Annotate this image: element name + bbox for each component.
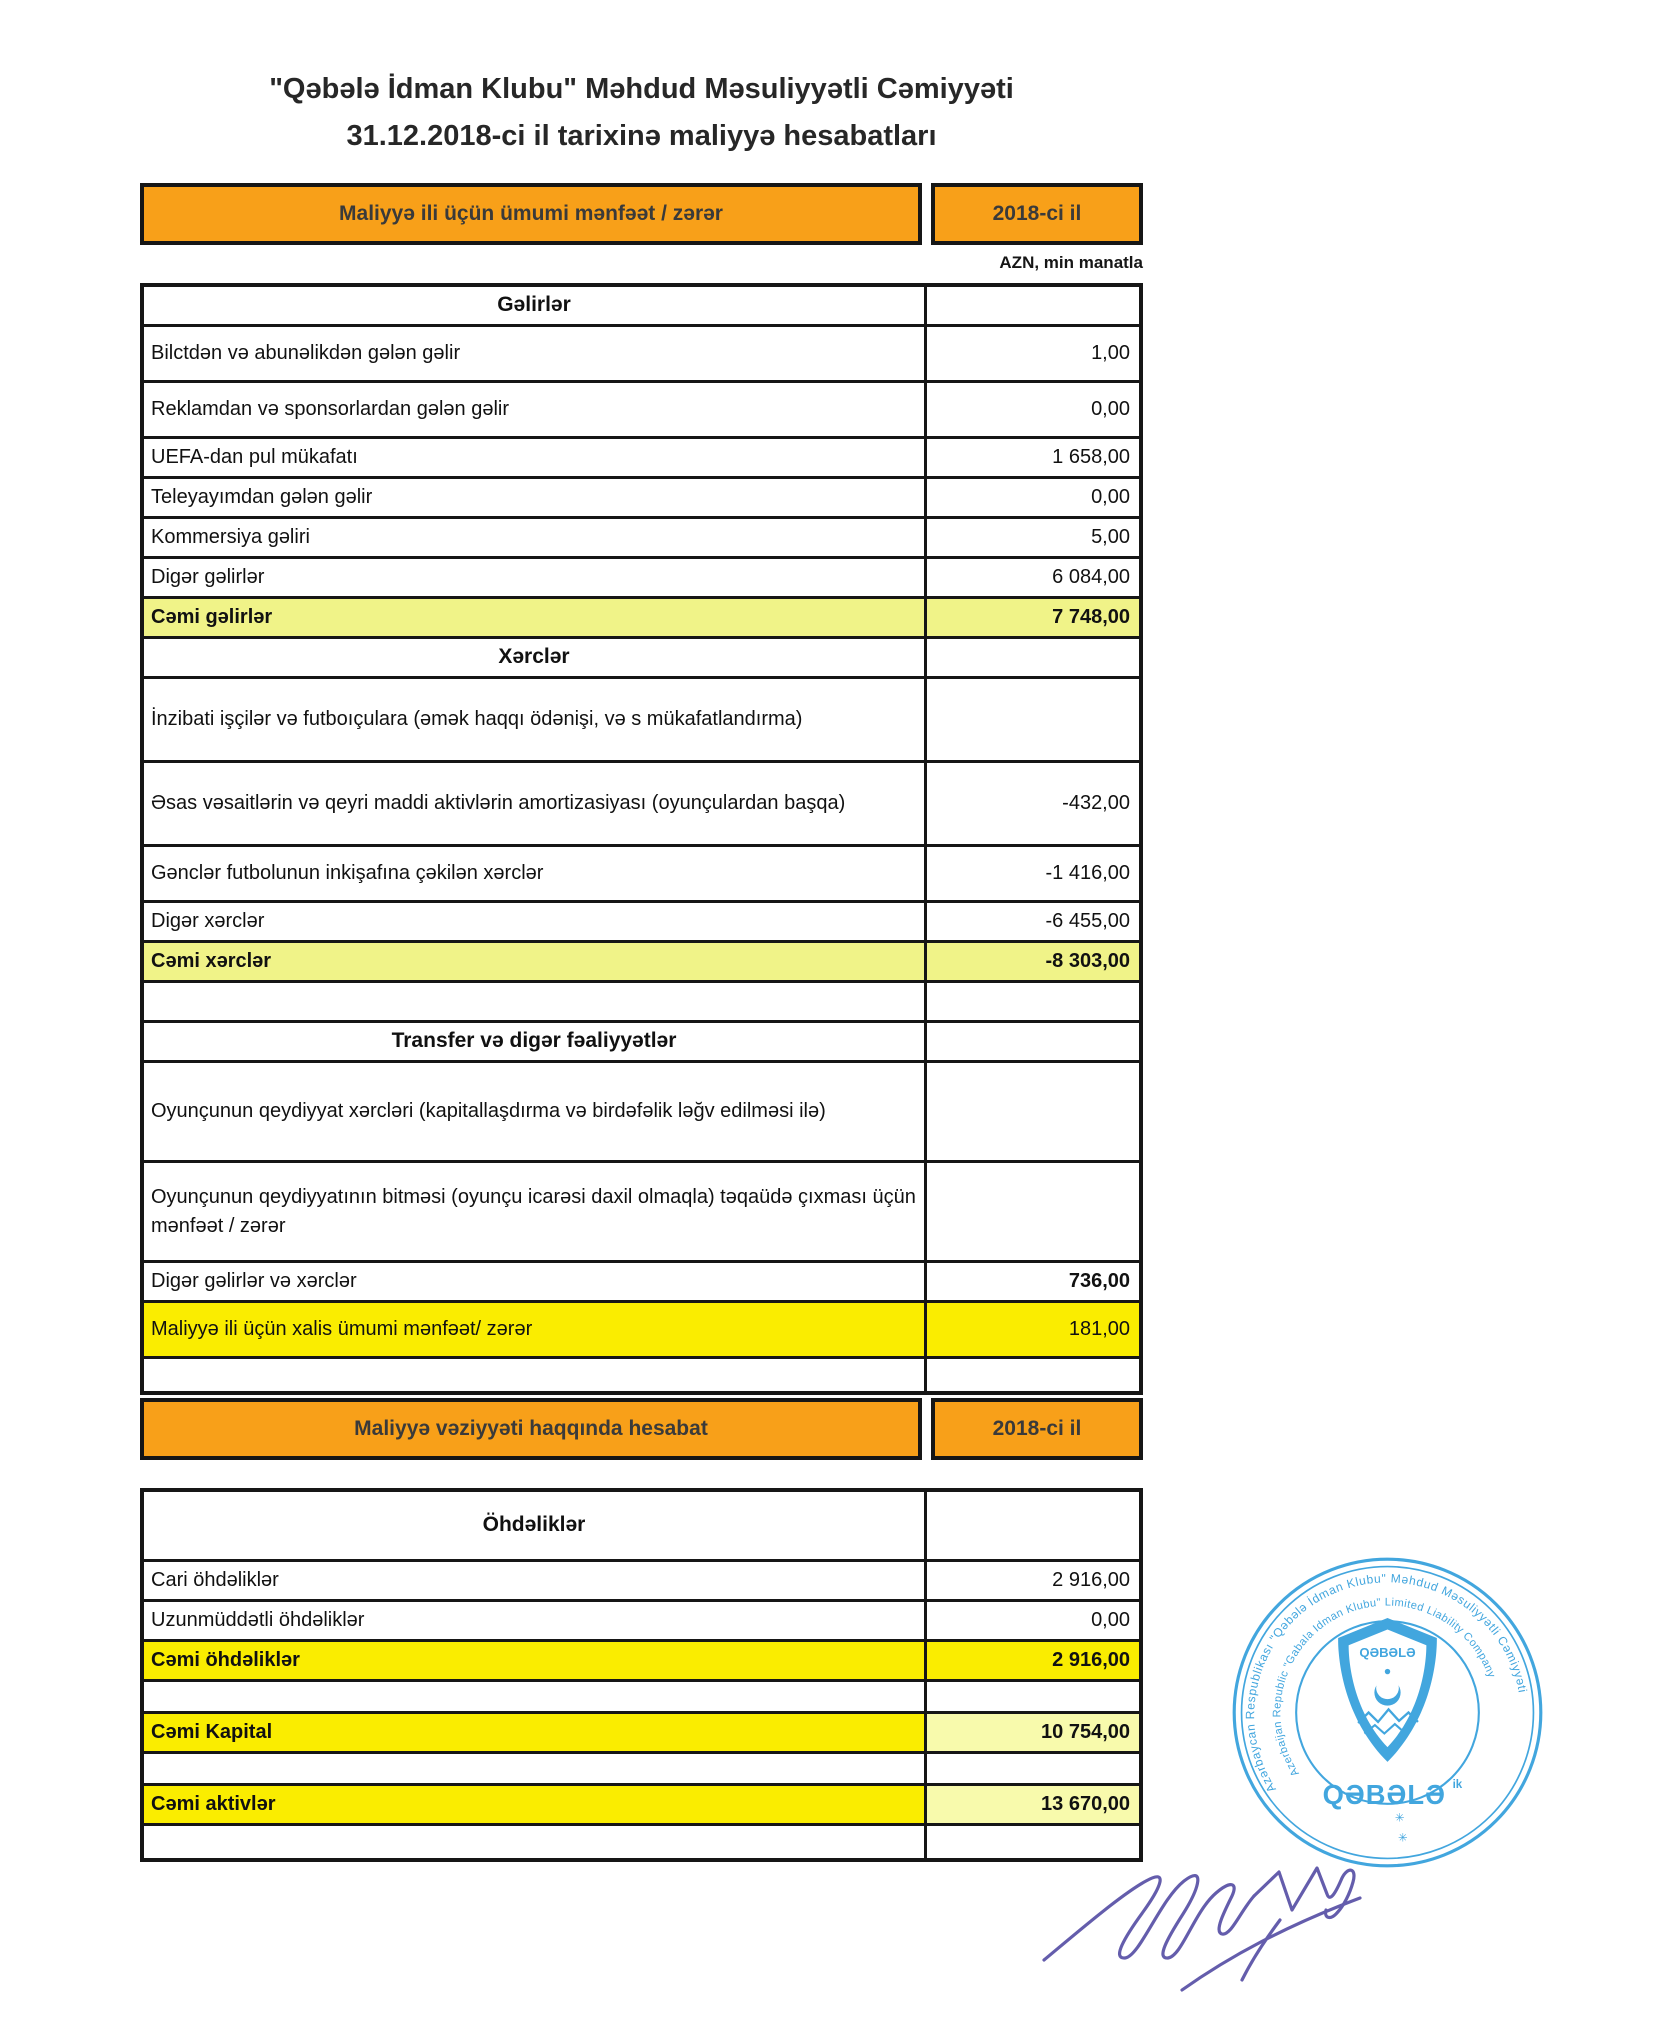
row-value bbox=[927, 1063, 1139, 1160]
table-row bbox=[144, 847, 1139, 903]
stamp-star-dot bbox=[1385, 1669, 1390, 1674]
title-line-1: "Qəbələ İdman Klubu" Məhdud Məsuliyyətli Cəmiyyəti bbox=[269, 73, 1014, 105]
table-row bbox=[144, 599, 1139, 639]
row-label: Gənclər futbolunun inkişafına çəkilən xərclər bbox=[144, 847, 927, 900]
row-value: 2 916,00 bbox=[927, 1642, 1139, 1679]
stamp-star-icon: ✳ bbox=[1398, 1832, 1408, 1845]
row-value bbox=[927, 1492, 1139, 1559]
row-value bbox=[927, 1682, 1139, 1711]
table-row bbox=[144, 383, 1139, 439]
table-row bbox=[144, 1303, 1139, 1359]
row-value bbox=[927, 1163, 1139, 1260]
row-label: Cəmi öhdəliklər bbox=[144, 1642, 927, 1679]
stamp-star-icon: ✳ bbox=[1394, 1812, 1405, 1825]
row-label: Reklamdan və sponsorlardan gələn gəlir bbox=[144, 383, 927, 436]
document-title bbox=[140, 66, 1143, 160]
row-value: 181,00 bbox=[927, 1303, 1139, 1356]
row-label: Digər gəlirlər bbox=[144, 559, 927, 596]
section-header-title: Maliyyə ili üçün ümumi mənfəət / zərər bbox=[140, 183, 922, 245]
table-row bbox=[144, 439, 1139, 479]
table-row bbox=[144, 1826, 1139, 1858]
section-header-title: Maliyyə vəziyyəti haqqında hesabat bbox=[140, 1398, 922, 1460]
row-label: Cəmi gəlirlər bbox=[144, 599, 927, 636]
row-label bbox=[144, 1682, 927, 1711]
row-value: -432,00 bbox=[1062, 792, 1130, 814]
section-header-profit-loss bbox=[140, 183, 1143, 245]
stamp-club-name: QƏBƏLƏ bbox=[1322, 1778, 1447, 1810]
financial-position-table bbox=[140, 1488, 1143, 1862]
table-row bbox=[144, 639, 1139, 679]
table-row bbox=[144, 763, 1139, 847]
row-label bbox=[144, 1754, 927, 1783]
signature bbox=[1030, 1838, 1380, 1998]
row-label: Oyunçunun qeydiyyatının bitməsi (oyunçu icarəsi daxil olmaqla) təqaüdə çıxması üçün mənfəət / zərər bbox=[144, 1163, 927, 1260]
row-value: 1,00 bbox=[1091, 342, 1130, 364]
table-row bbox=[144, 479, 1139, 519]
row-label: Transfer və digər fəaliyyətlər bbox=[144, 1023, 927, 1060]
row-value bbox=[927, 639, 1139, 676]
row-value: 736,00 bbox=[1068, 1270, 1130, 1292]
table-row bbox=[144, 983, 1139, 1023]
row-label: Cəmi Kapital bbox=[144, 1714, 927, 1751]
row-value bbox=[927, 983, 1139, 1020]
section-header-financial-position bbox=[140, 1398, 1143, 1460]
stamp-club-suffix: ik bbox=[1452, 1779, 1463, 1792]
table-row bbox=[144, 1682, 1139, 1714]
stamp-outer-text: Azərbaycan Respublikası "Qəbələ İdman Klubu" Məhdud Məsuliyyətli Cəmiyyəti bbox=[1243, 1571, 1530, 1796]
row-label: Digər gəlirlər və xərclər bbox=[144, 1263, 927, 1300]
table-row bbox=[144, 1714, 1139, 1754]
row-value: 0,00 bbox=[1091, 1609, 1130, 1631]
row-label: İnzibati işçilər və futboıçulara (əmək haqqı ödənişi, və s mükafatlandırma) bbox=[144, 679, 927, 760]
row-label: Digər xərclər bbox=[144, 903, 927, 940]
row-label bbox=[144, 1359, 927, 1391]
row-label: Teleyayımdan gələn gəlir bbox=[144, 479, 927, 516]
table-row bbox=[144, 1023, 1139, 1063]
row-label: Kommersiya gəliri bbox=[144, 519, 927, 556]
row-value: 7 748,00 bbox=[927, 599, 1139, 636]
row-value: 10 754,00 bbox=[927, 1714, 1139, 1751]
row-value: -1 416,00 bbox=[1045, 862, 1130, 884]
table-row bbox=[144, 1754, 1139, 1786]
row-value: 2 916,00 bbox=[1052, 1569, 1130, 1591]
row-value bbox=[927, 1023, 1139, 1060]
title-line-2: 31.12.2018-ci il tarixinə maliyyə hesabatları bbox=[346, 120, 937, 152]
row-label bbox=[144, 1826, 927, 1858]
section-header-year: 2018-ci il bbox=[931, 1398, 1143, 1460]
row-label: Cəmi aktivlər bbox=[144, 1786, 927, 1823]
row-value: 0,00 bbox=[1091, 398, 1130, 420]
row-label: Gəlirlər bbox=[144, 287, 927, 324]
table-row bbox=[144, 1562, 1139, 1602]
row-label: Cəmi xərclər bbox=[144, 943, 927, 980]
profit-loss-table bbox=[140, 283, 1143, 1395]
row-label: UEFA-dan pul mükafatı bbox=[144, 439, 927, 476]
row-label bbox=[144, 983, 927, 1020]
row-value bbox=[927, 1359, 1139, 1391]
row-value bbox=[927, 1754, 1139, 1783]
table-row bbox=[144, 1602, 1139, 1642]
table-row bbox=[144, 1163, 1139, 1263]
table-row bbox=[144, 519, 1139, 559]
row-value bbox=[927, 679, 1139, 760]
row-value: 1 658,00 bbox=[1052, 446, 1130, 468]
row-label: Əsas vəsaitlərin və qeyri maddi aktivlərin amortizasiyası (oyunçulardan başqa) bbox=[144, 763, 927, 844]
table-row bbox=[144, 327, 1139, 383]
row-label: Bilctdən və abunəlikdən gələn gəlir bbox=[144, 327, 927, 380]
row-value: 6 084,00 bbox=[1052, 566, 1130, 588]
table-row bbox=[144, 1642, 1139, 1682]
stamp-shield-label: QƏBƏLƏ bbox=[1359, 1644, 1416, 1660]
company-stamp bbox=[1230, 1555, 1545, 1870]
table-row bbox=[144, 559, 1139, 599]
row-label: Maliyyə ili üçün xalis ümumi mənfəət/ zərər bbox=[144, 1303, 927, 1356]
row-value: -8 303,00 bbox=[927, 943, 1139, 980]
currency-note: AZN, min manatla bbox=[999, 253, 1143, 272]
table-row bbox=[144, 1263, 1139, 1303]
table-row bbox=[144, 287, 1139, 327]
table-row bbox=[144, 1063, 1139, 1163]
table-row bbox=[144, 679, 1139, 763]
section-header-year: 2018-ci il bbox=[931, 183, 1143, 245]
row-label: Oyunçunun qeydiyyat xərcləri (kapitallaşdırma və birdəfəlik ləğv edilməsi ilə) bbox=[144, 1063, 927, 1160]
row-label: Xərclər bbox=[144, 639, 927, 676]
table-row bbox=[144, 1359, 1139, 1391]
row-value: 5,00 bbox=[1091, 526, 1130, 548]
row-value: 0,00 bbox=[1091, 486, 1130, 508]
row-label: Cari öhdəliklər bbox=[144, 1562, 927, 1599]
table-row bbox=[144, 903, 1139, 943]
row-value bbox=[927, 287, 1139, 324]
table-row bbox=[144, 1786, 1139, 1826]
row-value: 13 670,00 bbox=[927, 1786, 1139, 1823]
row-label: Uzunmüddətli öhdəliklər bbox=[144, 1602, 927, 1639]
table-row bbox=[144, 1492, 1139, 1562]
row-value: -6 455,00 bbox=[1045, 910, 1130, 932]
stamp-inner-text: Azerbaijan Republic "Gabala Idman Klubu" Limited Liability Company bbox=[1271, 1596, 1498, 1779]
row-label: Öhdəliklər bbox=[144, 1492, 927, 1559]
table-row bbox=[144, 943, 1139, 983]
